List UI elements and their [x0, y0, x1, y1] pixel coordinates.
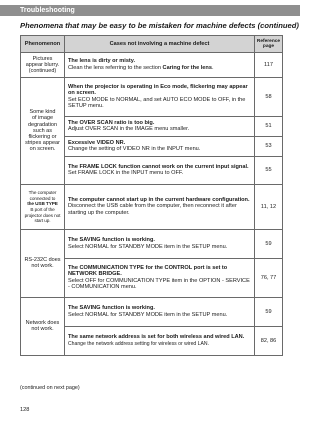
cause-description: Select OFF for COMMUNICATION TYPE item in the OPTION - SERVICE - COMMUNICATION menu. [68, 277, 250, 291]
reference-page: 58 [255, 77, 283, 116]
cause-title: The lens is dirty or misty. [68, 58, 136, 65]
reference-page: 55 [255, 156, 283, 184]
phenomenon-line: appear blurry. [25, 61, 60, 68]
cause-description: Change the network address setting for wireless or wired LAN. [68, 340, 209, 347]
phenomenon-line: RS-232C does [24, 257, 61, 264]
table-row [21, 229, 283, 258]
cause-description: Adjust OVER SCAN in the IMAGE menu smaller. [68, 126, 190, 133]
reference-page: 53 [255, 136, 283, 156]
cause-title: The SAVING function is working. [68, 237, 155, 244]
cause-cell [65, 136, 255, 156]
phenomenon-line: Pictures [32, 55, 53, 62]
phenomenon-cell [21, 53, 65, 78]
phenomenon-line: Network does [25, 320, 60, 327]
cause-title: The computer cannot start up in the current hardware configuration. [68, 196, 250, 203]
cause-cell [65, 77, 255, 116]
cause-cell [65, 229, 255, 258]
cause-title: The same network address is set for both wireless and wired LAN. [68, 334, 245, 341]
reference-page: 117 [255, 53, 283, 78]
cause-description: Clean the lens referring to the section Caring for the lens. [68, 64, 214, 71]
header-phenomenon: Phenomenon [21, 36, 65, 53]
table-row [21, 53, 283, 78]
phenomenon-cell [21, 77, 65, 184]
cause-cell [65, 156, 255, 184]
phenomenon-line: not work. [31, 326, 54, 333]
reference-page: 76, 77 [255, 258, 283, 297]
phenomenon-cell [21, 297, 65, 355]
phenomenon-line: the USB TYPE [27, 201, 58, 207]
cause-description: Set ECO MODE to NORMAL, and set AUTO ECO MODE to OFF, in the SETUP menu. [68, 96, 246, 110]
phenomenon-line: connected to [29, 195, 56, 201]
phenomenon-line: stripes appear [25, 140, 60, 147]
cause-title: When the projector is operating in Eco mode, flickering may appear on screen. [68, 83, 248, 97]
cause-title: The FRAME LOCK function cannot work on the current input signal. [68, 163, 249, 170]
reference-page: 11, 12 [255, 184, 283, 229]
phenomenon-line: projector does not [24, 212, 61, 218]
cause-description: Select NORMAL for STANDBY MODE item in the SETUP menu. [68, 311, 228, 318]
header-cases: Cases not involving a machine defect [65, 36, 255, 53]
cause-description: Disconnect the USB cable from the computer, then reconnect it after starting up the computer. [68, 203, 237, 216]
cause-cell [65, 297, 255, 326]
phenomenon-line: degradation [27, 121, 58, 128]
cause-title: The COMMUNICATION TYPE for the CONTROL port is set to NETWORK BRIDGE. [68, 264, 228, 278]
continued-note: (continued on next page) [20, 385, 80, 391]
cause-title: The SAVING function is working. [68, 305, 155, 312]
phenomenon-line: such as [33, 127, 52, 134]
header-reference-line2: page [262, 44, 275, 49]
cause-description: Set FRAME LOCK in the INPUT menu to OFF. [68, 170, 184, 177]
phenomenon-line: start up. [34, 218, 51, 224]
page-number: 128 [20, 407, 30, 413]
phenomenon-line: of image [31, 115, 54, 122]
table-row [21, 184, 283, 229]
phenomenon-line: (continued) [28, 68, 57, 75]
cause-cell [65, 258, 255, 297]
table-header-row [21, 36, 283, 53]
cause-description: Change the setting of VIDEO NR in the INPUT menu. [68, 146, 201, 153]
caring-for-lens-ref: Caring for the lens [162, 64, 212, 71]
header-reference [255, 36, 283, 53]
section-label: Troubleshooting [0, 5, 300, 16]
header-reference-line1: Reference [256, 38, 281, 44]
cause-cell [65, 184, 255, 229]
reference-page: 59 [255, 297, 283, 326]
phenomenon-line: flickering or [28, 134, 57, 141]
phenomenon-cell [21, 229, 65, 297]
troubleshooting-table [20, 35, 283, 356]
cause-cell [65, 53, 255, 78]
phenomenon-line: Some kind [29, 109, 56, 116]
page-heading: Phenomena that may be easy to be mistaken for machine defects (continued) [20, 21, 299, 30]
phenomenon-line: not work. [31, 263, 54, 270]
cause-title: Excessive VIDEO NR. [68, 139, 126, 146]
cause-cell [65, 116, 255, 136]
table-row [21, 297, 283, 326]
phenomenon-cell [21, 184, 65, 229]
phenomenon-line: The computer [28, 190, 57, 196]
cause-cell [65, 326, 255, 355]
phenomenon-line: B port of the [30, 206, 55, 212]
cause-title: The OVER SCAN ratio is too big. [68, 119, 155, 126]
cause-description: Select NORMAL for STANDBY MODE item in the SETUP menu. [68, 243, 228, 250]
reference-page: 59 [255, 229, 283, 258]
table-row [21, 77, 283, 116]
reference-page: 82, 86 [255, 326, 283, 355]
reference-page: 51 [255, 116, 283, 136]
phenomenon-line: on screen. [29, 146, 56, 153]
